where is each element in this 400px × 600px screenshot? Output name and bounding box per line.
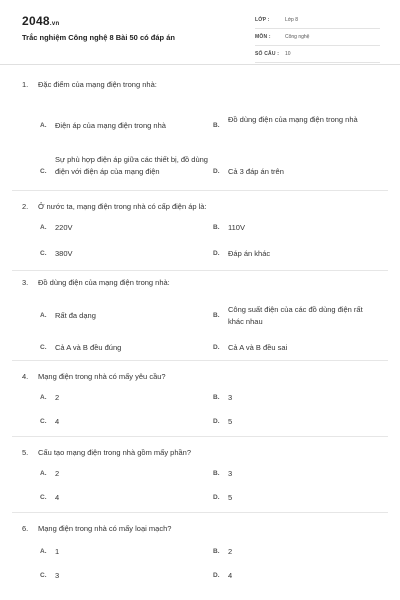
option-letter: A. [40, 122, 47, 129]
question-number: 2. [22, 202, 29, 211]
question-text [22, 448, 191, 457]
question-number: 6. [22, 524, 29, 533]
option-text: Cả A và B đều sai [228, 343, 288, 352]
option-letter: B. [213, 312, 220, 319]
option-letter: A. [40, 470, 47, 477]
meta-row-class [255, 14, 380, 29]
option-text: Rất đa dạng [55, 311, 96, 320]
option-text: Điện áp của mạng điện trong nhà [55, 121, 166, 130]
option-text: 4 [228, 571, 233, 580]
document-title: Trắc nghiệm Công nghệ 8 Bài 50 có đáp án [22, 33, 175, 42]
question-divider [12, 360, 388, 361]
option-text: 1 [55, 547, 60, 556]
option-letter: B. [213, 470, 220, 477]
site-logo[interactable] [22, 14, 59, 28]
question-label: Đặc điểm của mạng điện trong nhà: [38, 80, 157, 89]
question-number: 4. [22, 372, 29, 381]
option-text: 2 [228, 547, 233, 556]
meta-row-count [255, 48, 380, 63]
option-letter: C. [40, 250, 47, 257]
option-text: 2 [55, 469, 60, 478]
option-letter: A. [40, 312, 47, 319]
option-text: 3 [228, 469, 233, 478]
option-text: 2 [55, 393, 60, 402]
question-label: Mạng điện trong nhà có mấy loại mạch? [38, 524, 172, 533]
option-letter: C. [40, 572, 47, 579]
meta-value: 10 [285, 51, 291, 57]
question-label: Cấu tạo mạng điện trong nhà gồm mấy phần? [38, 448, 192, 457]
question-divider [12, 436, 388, 437]
option-text: 220V [55, 223, 73, 232]
question-text [22, 278, 170, 287]
question-text [22, 80, 157, 89]
option-letter: C. [40, 344, 47, 351]
option-letter: B. [213, 224, 220, 231]
option-text: 380V [55, 249, 73, 258]
option-letter: D. [213, 418, 220, 425]
option-text: Đáp án khác [228, 249, 271, 258]
option-text: 4 [55, 417, 60, 426]
question-text [22, 372, 166, 381]
option-text: Cả A và B đều đúng [55, 343, 122, 352]
option-letter: A. [40, 394, 47, 401]
meta-row-subject [255, 31, 380, 46]
option-letter: C. [40, 418, 47, 425]
meta-info [255, 14, 380, 65]
option-text: Đồ dùng điện của mạng điện trong nhà [228, 115, 358, 124]
option-letter: B. [213, 548, 220, 555]
option-text: 3 [55, 571, 60, 580]
option-letter: A. [40, 224, 47, 231]
meta-label: SỐ CÂU : [255, 51, 280, 57]
option-text: Sự phù hợp điện áp giữa các thiết bị, đồ dùng điện với điện áp của mạng điện [55, 155, 208, 176]
question-divider [12, 512, 388, 513]
option-letter: B. [213, 394, 220, 401]
option-letter: B. [213, 122, 220, 129]
option-letter: D. [213, 168, 220, 175]
option-text: 5 [228, 417, 233, 426]
meta-label: LỚP : [255, 17, 270, 23]
question-number: 1. [22, 80, 29, 89]
option-text: 3 [228, 393, 233, 402]
question-text [22, 202, 207, 211]
page-header [0, 0, 400, 65]
logo-text: 2048 [22, 14, 50, 28]
question-label: Ở nước ta, mạng điện trong nhà có cấp điện áp là: [38, 202, 207, 211]
question-label: Đồ dùng điện của mạng điện trong nhà: [38, 278, 170, 287]
meta-label: MÔN : [255, 34, 271, 40]
option-text: 5 [228, 493, 233, 502]
option-text: Công suất điện của các đồ dùng điện rất khác nhau [228, 305, 363, 326]
option-letter: C. [40, 494, 47, 501]
question-number: 5. [22, 448, 29, 457]
question-label: Mạng điện trong nhà có mấy yêu cầu? [38, 372, 166, 381]
option-letter: D. [213, 572, 220, 579]
option-letter: C. [40, 168, 47, 175]
option-text: 4 [55, 493, 60, 502]
meta-value: Công nghệ [285, 34, 310, 40]
question-text [22, 524, 171, 533]
question-divider [12, 270, 388, 271]
question-divider [12, 190, 388, 191]
question-number: 3. [22, 278, 29, 287]
option-text: Cả 3 đáp án trên [228, 167, 284, 176]
option-letter: D. [213, 250, 220, 257]
option-letter: D. [213, 494, 220, 501]
logo-suffix: .vn [49, 21, 60, 27]
option-letter: A. [40, 548, 47, 555]
meta-value: Lớp 8 [285, 17, 299, 23]
option-letter: D. [213, 344, 220, 351]
option-text: 110V [228, 223, 245, 232]
